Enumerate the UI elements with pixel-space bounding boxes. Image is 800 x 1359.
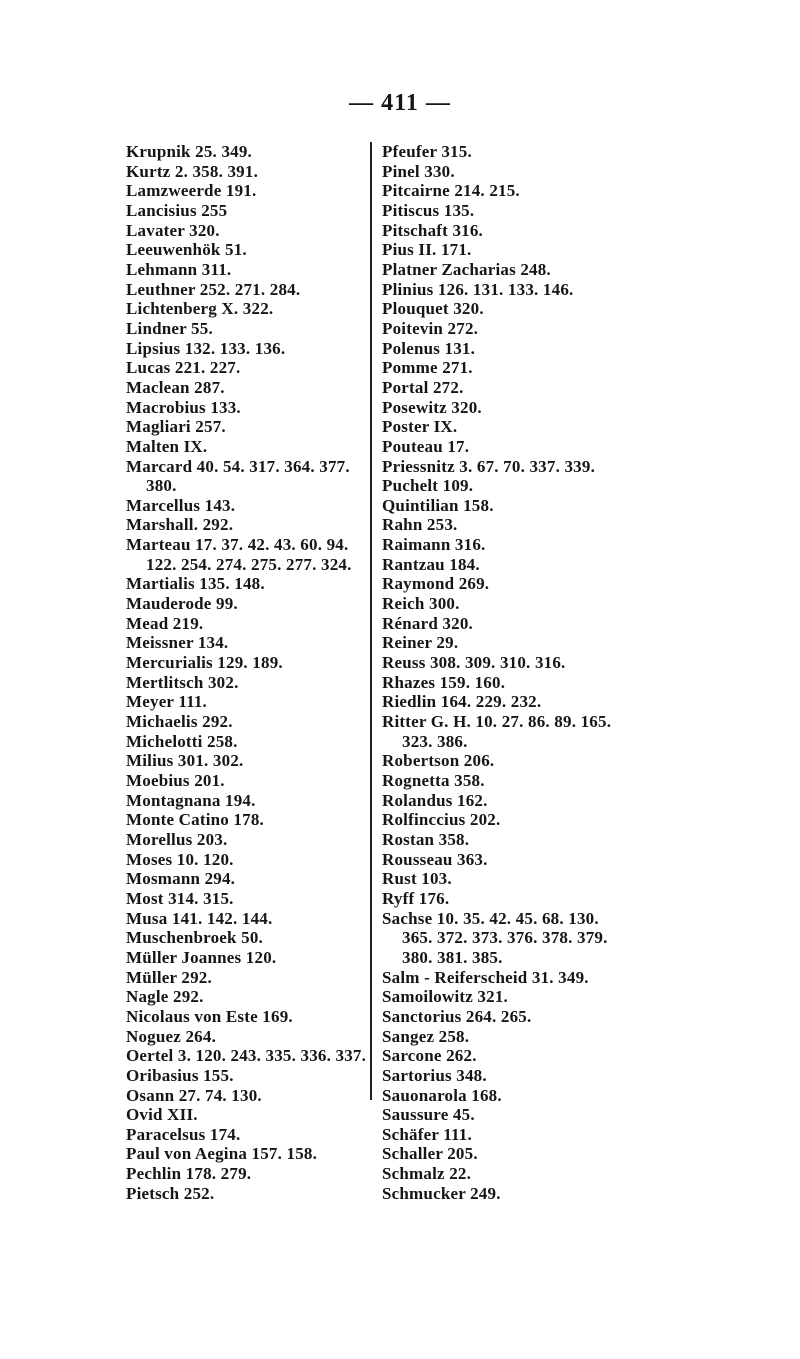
index-entry: Maclean 287. — [126, 377, 225, 397]
index-entry: Plouquet 320. — [382, 299, 484, 319]
index-entry: Quintilian 158. — [382, 495, 494, 515]
index-entry: Platner Zacharias 248. — [382, 259, 551, 279]
index-entry: Nagle 292. — [126, 987, 204, 1007]
index-entry: Mertlitsch 302. — [126, 672, 239, 692]
index-entry: Macrobius 133. — [126, 397, 241, 417]
index-entry: Pitschaft 316. — [382, 220, 484, 240]
index-entry: Most 314. 315. — [126, 888, 234, 908]
index-entry: Sangez 258. — [382, 1026, 470, 1046]
index-entry: Pius II. 171. — [382, 240, 472, 260]
index-entry: Rahn 253. — [382, 515, 458, 535]
index-entry: Pietsch 252. — [126, 1183, 215, 1203]
index-entry: Robertson 206. — [382, 751, 495, 771]
index-entry: Puchelt 109. — [382, 476, 474, 496]
index-entry: Polenus 131. — [382, 338, 476, 358]
index-entry: Poitevin 272. — [382, 318, 479, 338]
index-entry: Mead 219. — [126, 613, 204, 633]
index-entry-continuation: 380. — [146, 476, 177, 496]
index-entry: Sarcone 262. — [382, 1046, 477, 1066]
index-entry: Musa 141. 142. 144. — [126, 908, 273, 928]
index-entry: Poster IX. — [382, 417, 458, 437]
index-entry: Monte Catino 178. — [126, 810, 264, 830]
index-entry: Montagnana 194. — [126, 790, 256, 810]
index-entry: Pouteau 17. — [382, 436, 470, 456]
index-entry: Paul von Aegina 157. 158. — [126, 1144, 318, 1164]
index-entry: Lipsius 132. 133. 136. — [126, 338, 286, 358]
index-entry: Krupnik 25. 349. — [126, 142, 253, 161]
index-entry: Oertel 3. 120. 243. 335. 336. 337. — [126, 1046, 367, 1066]
index-entry: Reich 300. — [382, 594, 460, 614]
index-entry: Rolfinccius 202. — [382, 810, 501, 830]
index-entry: Muschenbroek 50. — [126, 928, 264, 948]
index-entry: Magliari 257. — [126, 417, 226, 437]
index-entry: Rostan 358. — [382, 829, 470, 849]
index-entry: Lindner 55. — [126, 318, 213, 338]
index-entry: Marcard 40. 54. 317. 364. 377. — [126, 456, 350, 476]
index-entry: Rousseau 363. — [382, 849, 488, 869]
index-entry: Leuthner 252. 271. 284. — [126, 279, 301, 299]
column-divider — [370, 142, 372, 1100]
index-entry: Meissner 134. — [126, 633, 229, 653]
index-entry: Rénard 320. — [382, 613, 473, 633]
index-entry: Salm - Reiferscheid 31. 349. — [382, 967, 589, 987]
index-entry: Sachse 10. 35. 42. 45. 68. 130. — [382, 908, 599, 928]
index-entry: Moebius 201. — [126, 771, 225, 790]
index-entry: Schmucker 249. — [382, 1183, 501, 1203]
index-entry-continuation: 380. 381. 385. — [402, 947, 503, 967]
index-entry: Raimann 316. — [382, 535, 486, 555]
index-entry-continuation: 122. 254. 274. 275. 277. 324. — [146, 554, 352, 574]
index-entry: Lancisius 255 — [126, 200, 228, 220]
index-entry: Mosmann 294. — [126, 869, 236, 889]
index-entry: Morellus 203. — [126, 829, 228, 849]
index-entry: Plinius 126. 131. 133. 146. — [382, 279, 574, 299]
index-entry: Portal 272. — [382, 377, 464, 397]
index-entry: Rhazes 159. 160. — [382, 672, 506, 692]
index-entry: Riedlin 164. 229. 232. — [382, 692, 542, 712]
index-entry: Malten IX. — [126, 436, 208, 456]
index-entry: Nicolaus von Este 169. — [126, 1006, 293, 1026]
index-entry: Mauderode 99. — [126, 594, 238, 614]
index-entry: Rognetta 358. — [382, 771, 485, 790]
index-entry: Moses 10. 120. — [126, 849, 234, 869]
index-entry: Lehmann 311. — [126, 259, 232, 279]
index-entry: Oribasius 155. — [126, 1065, 234, 1085]
index-entry: Lucas 221. 227. — [126, 358, 241, 378]
index-entry: Raymond 269. — [382, 574, 490, 594]
index-entry: Milius 301. 302. — [126, 751, 244, 771]
index-column-right — [382, 142, 662, 1203]
index-entry: Schmalz 22. — [382, 1164, 472, 1184]
index-entry: Michelotti 258. — [126, 731, 238, 751]
index-entry: Pitiscus 135. — [382, 200, 475, 220]
index-entry-continuation: 323. 386. — [402, 731, 468, 751]
index-entry-continuation: 365. 372. 373. 376. 378. 379. — [402, 928, 608, 948]
index-column-left — [126, 142, 367, 1203]
index-entry: Mercurialis 129. 189. — [126, 653, 283, 673]
index-entry: Michaelis 292. — [126, 712, 233, 732]
index-entry: Pfeufer 315. — [382, 142, 472, 161]
index-entry: Sartorius 348. — [382, 1065, 487, 1085]
index-entry: Posewitz 320. — [382, 397, 482, 417]
index-entry: Martialis 135. 148. — [126, 574, 265, 594]
index-entry: Sauonarola 168. — [382, 1085, 502, 1105]
index-entry: Leeuwenhök 51. — [126, 240, 247, 260]
index-entry: Lavater 320. — [126, 220, 220, 240]
index-entry: Rolandus 162. — [382, 790, 488, 810]
index-entry: Sanctorius 264. 265. — [382, 1006, 532, 1026]
index-entry: Müller 292. — [126, 967, 212, 987]
index-entry: Reiner 29. — [382, 633, 459, 653]
index-entry: Pechlin 178. 279. — [126, 1164, 252, 1184]
index-entry: Samoilowitz 321. — [382, 987, 508, 1007]
index-entry: Paracelsus 174. — [126, 1124, 241, 1144]
index-entry: Rantzau 184. — [382, 554, 480, 574]
index-entry: Pitcairne 214. 215. — [382, 181, 520, 201]
index-entry: Noguez 264. — [126, 1026, 217, 1046]
index-entry: Ryff 176. — [382, 888, 450, 908]
index-entry: Ovid XII. — [126, 1105, 198, 1125]
index-entry: Ritter G. H. 10. 27. 86. 89. 165. — [382, 712, 612, 732]
index-entry: Lichtenberg X. 322. — [126, 299, 274, 319]
index-entry: Kurtz 2. 358. 391. — [126, 161, 259, 181]
index-entry: Rust 103. — [382, 869, 452, 889]
index-entry: Lamzweerde 191. — [126, 181, 257, 201]
index-entry: Osann 27. 74. 130. — [126, 1085, 262, 1105]
index-entry: Meyer 111. — [126, 692, 207, 712]
index-entry: Marshall. 292. — [126, 515, 234, 535]
index-entry: Müller Joannes 120. — [126, 947, 277, 967]
index-entry: Schaller 205. — [382, 1144, 478, 1164]
index-entry: Pinel 330. — [382, 161, 455, 181]
index-entry: Priessnitz 3. 67. 70. 337. 339. — [382, 456, 596, 476]
index-entry: Marteau 17. 37. 42. 43. 60. 94. — [126, 535, 349, 555]
index-entry: Saussure 45. — [382, 1105, 475, 1125]
index-entry: Reuss 308. 309. 310. 316. — [382, 653, 566, 673]
index-entry: Pomme 271. — [382, 358, 473, 378]
index-entry: Schäfer 111. — [382, 1124, 472, 1144]
index-entry: Marcellus 143. — [126, 495, 236, 515]
page-number: — 411 — — [349, 90, 451, 116]
